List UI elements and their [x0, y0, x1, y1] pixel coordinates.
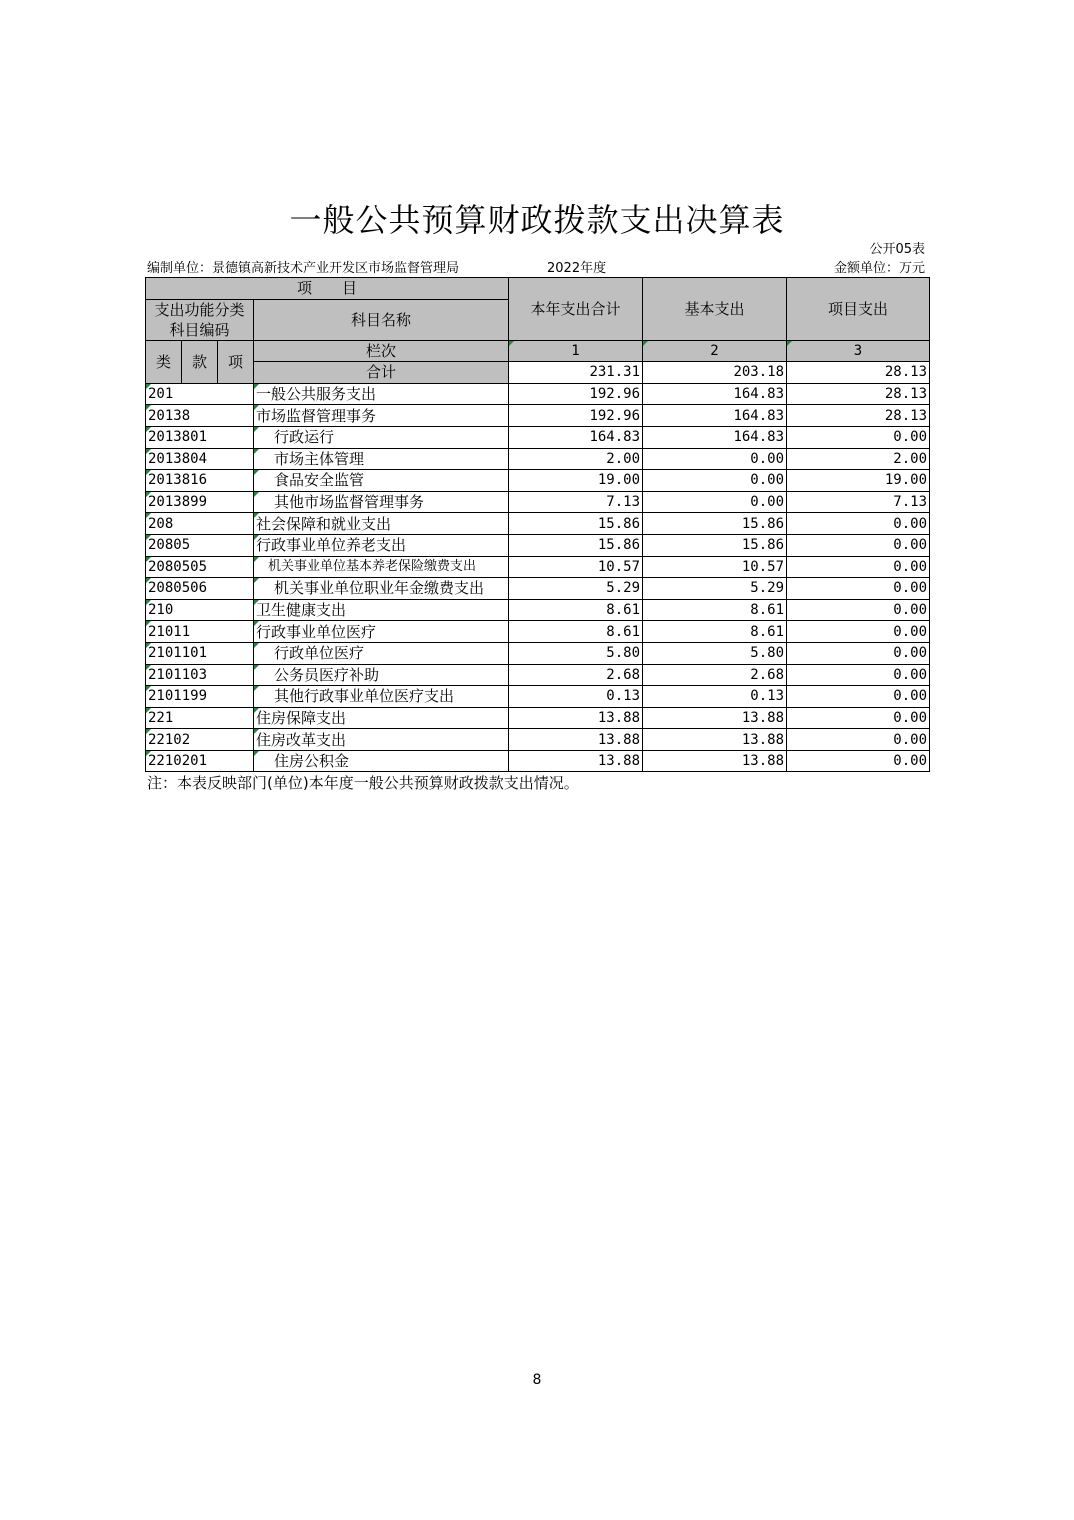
row-subject-name: 行政单位医疗: [254, 642, 509, 664]
table-row: [146, 426, 930, 448]
row-total: 19.00: [509, 470, 643, 492]
table-row: [146, 686, 930, 708]
row-code: 2013899: [146, 491, 254, 513]
row-basic: 0.00: [643, 491, 787, 513]
row-code: 20138: [146, 405, 254, 427]
row-subject-name: 住房公积金: [254, 750, 509, 772]
total-total: 231.31: [509, 362, 643, 384]
table-row: [146, 556, 930, 578]
table-row: [146, 664, 930, 686]
table-row: [146, 578, 930, 600]
row-code: 2080505: [146, 556, 254, 578]
row-project: 0.00: [787, 750, 930, 772]
row-code: 2013804: [146, 448, 254, 470]
row-code: 208: [146, 513, 254, 535]
table-row: [146, 621, 930, 643]
row-code: 2210201: [146, 750, 254, 772]
table-row: [146, 599, 930, 621]
row-basic: 15.86: [643, 534, 787, 556]
row-code: 2101103: [146, 664, 254, 686]
header-xiang: 项: [218, 340, 254, 383]
row-project: 0.00: [787, 599, 930, 621]
column-number-2: 2: [643, 340, 787, 362]
row-code: 221: [146, 707, 254, 729]
row-subject-name: 其他市场监督管理事务: [254, 491, 509, 513]
row-subject-name: 机关事业单位职业年金缴费支出: [254, 578, 509, 600]
row-basic: 2.68: [643, 664, 787, 686]
table-row: [146, 707, 930, 729]
row-total: 7.13: [509, 491, 643, 513]
row-basic: 5.29: [643, 578, 787, 600]
row-total: 164.83: [509, 426, 643, 448]
row-basic: 13.88: [643, 729, 787, 751]
row-project: 28.13: [787, 383, 930, 405]
table-code: 公开05表: [869, 242, 925, 257]
header-project: 项目支出: [787, 278, 930, 341]
row-total: 10.57: [509, 556, 643, 578]
row-project: 0.00: [787, 664, 930, 686]
table-row: [146, 750, 930, 772]
row-basic: 10.57: [643, 556, 787, 578]
row-code: 2080506: [146, 578, 254, 600]
expenditure-table: [145, 277, 930, 772]
column-number-3: 3: [787, 340, 930, 362]
row-project: 0.00: [787, 578, 930, 600]
column-number-1: 1: [509, 340, 643, 362]
compiling-unit: 编制单位：景德镇高新技术产业开发区市场监督管理局: [147, 261, 460, 276]
row-total: 15.86: [509, 534, 643, 556]
row-subject-name: 市场监督管理事务: [254, 405, 509, 427]
header-item: 项 目: [146, 278, 509, 300]
row-basic: 0.00: [643, 470, 787, 492]
row-basic: 13.88: [643, 750, 787, 772]
row-total: 13.88: [509, 729, 643, 751]
row-code: 22102: [146, 729, 254, 751]
row-basic: 15.86: [643, 513, 787, 535]
row-subject-name: 一般公共服务支出: [254, 383, 509, 405]
row-project: 0.00: [787, 686, 930, 708]
table-row: [146, 405, 930, 427]
row-project: 2.00: [787, 448, 930, 470]
table-row: [146, 448, 930, 470]
table-row: [146, 534, 930, 556]
header-func-code: 支出功能分类 科目编码: [146, 299, 254, 340]
totals-row: [146, 362, 930, 384]
row-project: 28.13: [787, 405, 930, 427]
header-basic: 基本支出: [643, 278, 787, 341]
row-basic: 0.00: [643, 448, 787, 470]
row-subject-name: 其他行政事业单位医疗支出: [254, 686, 509, 708]
footnote: 注：本表反映部门(单位)本年度一般公共预算财政拨款支出情况。: [147, 774, 579, 793]
header-lei: 类: [146, 340, 182, 383]
table-row: [146, 491, 930, 513]
row-subject-name: 卫生健康支出: [254, 599, 509, 621]
row-subject-name: 市场主体管理: [254, 448, 509, 470]
row-total: 8.61: [509, 621, 643, 643]
row-project: 0.00: [787, 729, 930, 751]
row-subject-name: 食品安全监管: [254, 470, 509, 492]
row-subject-name: 机关事业单位基本养老保险缴费支出: [254, 556, 509, 578]
row-basic: 8.61: [643, 599, 787, 621]
row-total: 8.61: [509, 599, 643, 621]
row-basic: 5.80: [643, 642, 787, 664]
info-line: [145, 260, 929, 277]
row-project: 0.00: [787, 426, 930, 448]
row-total: 2.00: [509, 448, 643, 470]
row-project: 0.00: [787, 621, 930, 643]
row-subject-name: 行政运行: [254, 426, 509, 448]
report-title: 一般公共预算财政拨款支出决算表: [289, 201, 785, 239]
row-total: 5.80: [509, 642, 643, 664]
report-sheet: [145, 200, 929, 794]
row-project: 0.00: [787, 513, 930, 535]
row-subject-name: 住房改革支出: [254, 729, 509, 751]
row-project: 7.13: [787, 491, 930, 513]
header-subject-name: 科目名称: [254, 299, 509, 340]
row-total: 13.88: [509, 750, 643, 772]
row-code: 201: [146, 383, 254, 405]
row-total: 192.96: [509, 383, 643, 405]
row-project: 19.00: [787, 470, 930, 492]
header-row-item: [146, 278, 930, 300]
row-subject-name: 住房保障支出: [254, 707, 509, 729]
row-code: 2101101: [146, 642, 254, 664]
amount-unit: 金额单位：万元: [833, 261, 925, 276]
row-code: 2013816: [146, 470, 254, 492]
row-code: 2101199: [146, 686, 254, 708]
table-row: [146, 642, 930, 664]
row-code: 20805: [146, 534, 254, 556]
row-basic: 164.83: [643, 383, 787, 405]
report-year: 2022年度: [547, 261, 607, 276]
row-subject-name: 行政事业单位医疗: [254, 621, 509, 643]
table-row: [146, 513, 930, 535]
table-row: [146, 383, 930, 405]
row-basic: 0.13: [643, 686, 787, 708]
row-total: 15.86: [509, 513, 643, 535]
header-total: 本年支出合计: [509, 278, 643, 341]
row-basic: 164.83: [643, 405, 787, 427]
row-project: 0.00: [787, 642, 930, 664]
row-basic: 164.83: [643, 426, 787, 448]
header-row-label: 栏次: [254, 340, 509, 362]
row-total: 192.96: [509, 405, 643, 427]
row-subject-name: 公务员医疗补助: [254, 664, 509, 686]
row-total: 5.29: [509, 578, 643, 600]
table-row: [146, 470, 930, 492]
header-row-columns: [146, 340, 930, 362]
table-row: [146, 729, 930, 751]
total-project: 28.13: [787, 362, 930, 384]
row-total: 2.68: [509, 664, 643, 686]
row-code: 210: [146, 599, 254, 621]
header-kuan: 款: [182, 340, 218, 383]
row-code: 2013801: [146, 426, 254, 448]
row-subject-name: 行政事业单位养老支出: [254, 534, 509, 556]
total-label: 合计: [254, 362, 509, 384]
row-total: 0.13: [509, 686, 643, 708]
page-number: 8: [532, 1372, 542, 1388]
row-total: 13.88: [509, 707, 643, 729]
row-project: 0.00: [787, 707, 930, 729]
row-basic: 8.61: [643, 621, 787, 643]
total-basic: 203.18: [643, 362, 787, 384]
row-project: 0.00: [787, 556, 930, 578]
row-code: 21011: [146, 621, 254, 643]
row-subject-name: 社会保障和就业支出: [254, 513, 509, 535]
row-project: 0.00: [787, 534, 930, 556]
row-basic: 13.88: [643, 707, 787, 729]
